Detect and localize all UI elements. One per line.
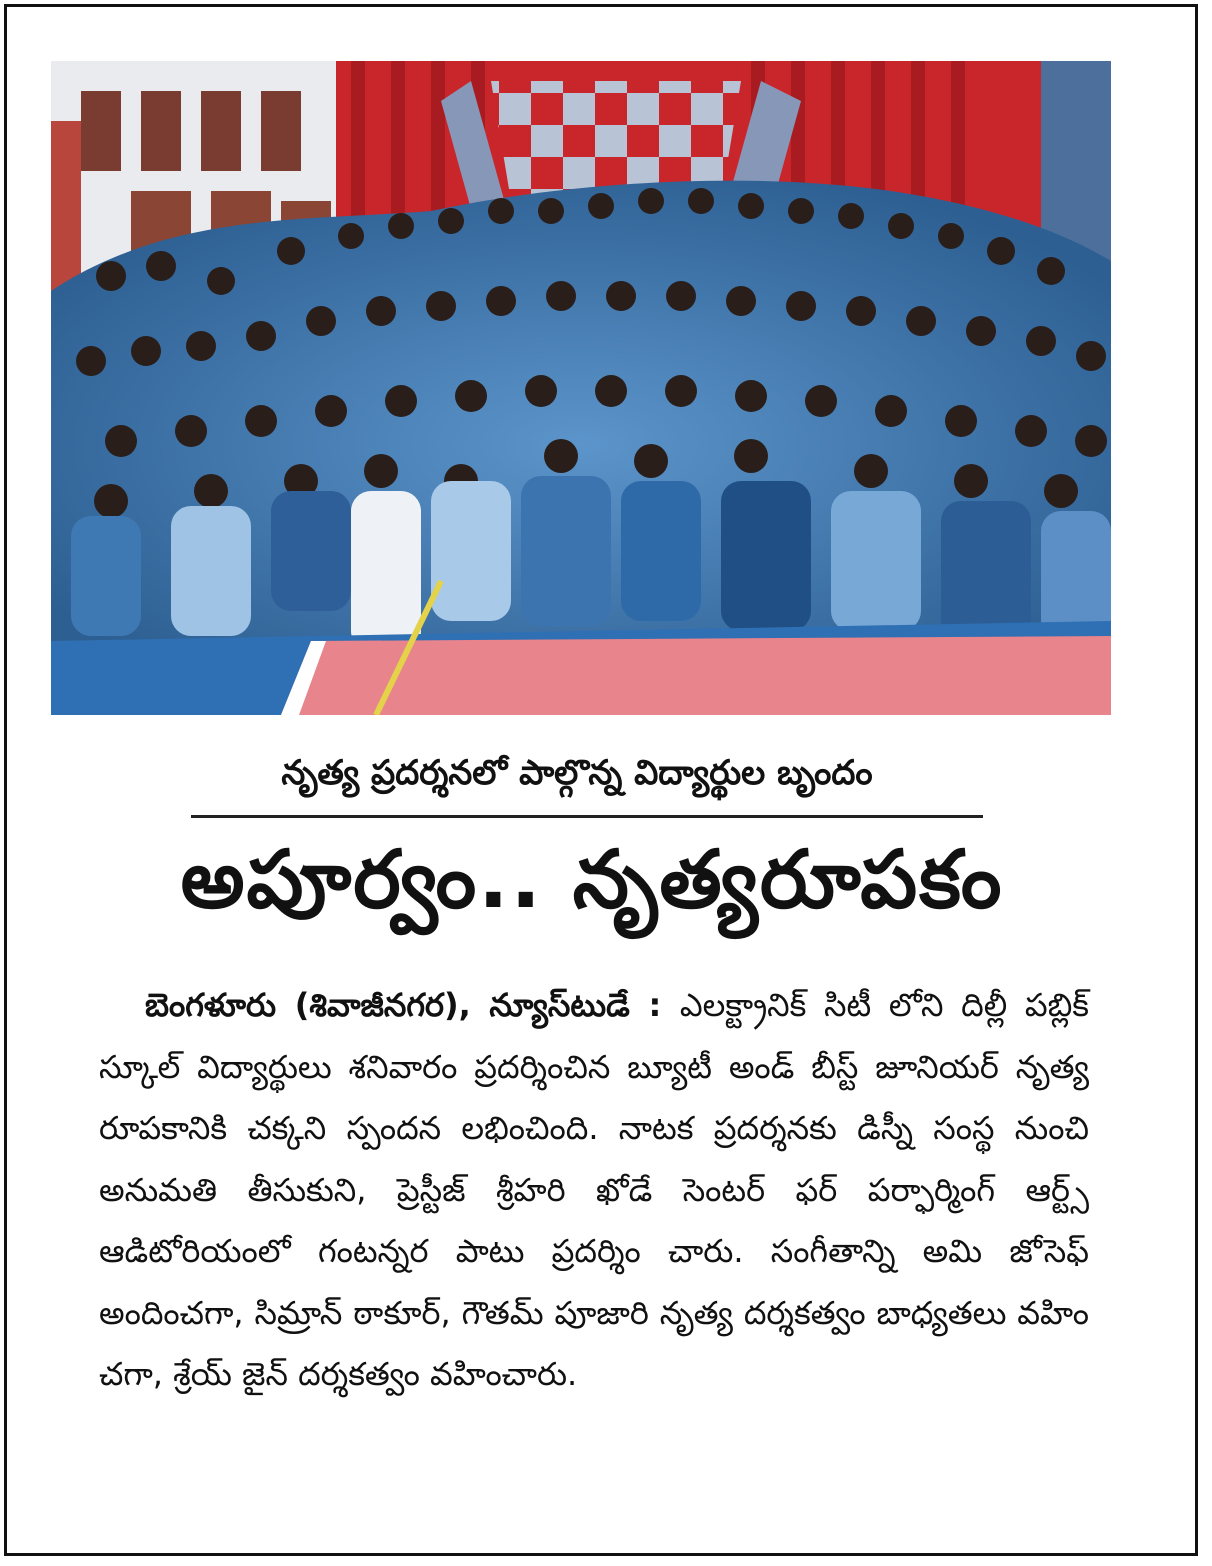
photo-caption: నృత్య ప్రదర్శనలో పాల్గొన్న విద్యార్థుల బృందం (281, 753, 873, 793)
newspaper-clipping (4, 4, 1198, 1556)
headline: అపూర్వం.. నృత్యరూపకం (180, 833, 1004, 926)
dateline: బెంగళూరు (శివాజీనగర), న్యూస్‌టుడే : (145, 986, 680, 1024)
caption-divider (191, 815, 983, 818)
article-text: ఎలక్ట్రానిక్ సిటీ లోని దిల్లీ పబ్లిక్ స్కూల్ విద్యార్థులు శనివారం ప్రదర్శించిన బ్యూటీ అండ్ బీస్ట్ జూనియర్ నృత్య రూపకానికి చక్కని స్పందన లభించింది. నాటక ప్రదర్శనకు డిస్నీ సంస్థ నుంచి అనుమతి తీసుకుని, ప్రెస్టీజ్ శ్రీహరి ఖోడే సెంటర్ ఫర్ పర్ఫార్మింగ్ ఆర్ట్స్ ఆడిటోరియంలో గంటన్నర పాటు ప్రదర్శిం చారు. సంగీతాన్ని అమి జోసెఫ్ అందించగా, సిమ్రాన్ ఠాకూర్, గౌతమ్ పూజారి నృత్య దర్శకత్వం బాధ్యతలు వహిం చగా, శ్రేయ్ జైన్ దర్శకత్వం వహించారు. (99, 986, 1089, 1393)
article-body (99, 975, 1089, 1406)
group-photo (51, 61, 1111, 715)
